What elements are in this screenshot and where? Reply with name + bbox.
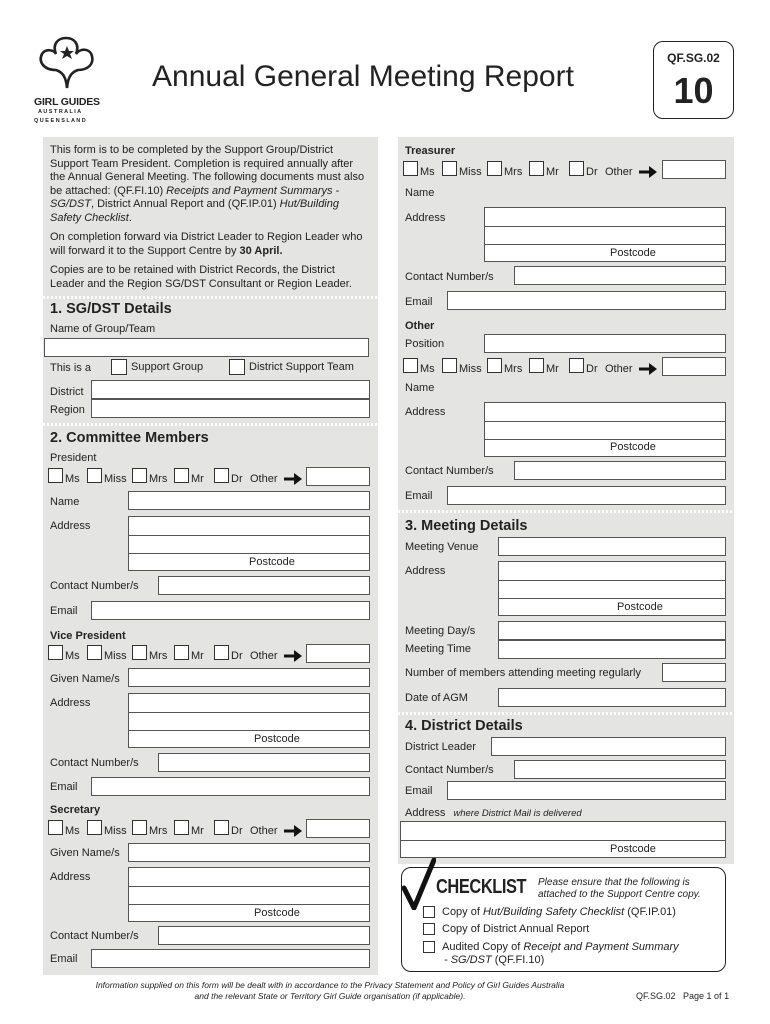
secretary-postcode-label: Postcode [254, 907, 300, 919]
district-contact-input[interactable] [514, 760, 726, 779]
other-ms-label: Ms [420, 363, 435, 375]
president-ms-label: Ms [65, 473, 80, 485]
other-mr-label: Mr [546, 363, 559, 375]
secretary-arrow-right-icon [284, 825, 302, 837]
footer-page-info: QF.SG.02 Page 1 of 1 [636, 991, 730, 1001]
secretary-dr-checkbox[interactable] [214, 820, 229, 835]
treasurer-arrow-right-icon [639, 166, 657, 178]
secretary-other-label: Other [250, 825, 278, 837]
other-contact-label: Contact Number/s [405, 465, 494, 477]
secretary-address-label: Address [50, 871, 91, 883]
vice-president-email-input[interactable] [91, 777, 370, 796]
checklist-item3-label: Audited Copy of Receipt and Payment Summary - SG/DST (QF.FI.10) [442, 941, 679, 966]
district-leader-label: District Leader [405, 741, 476, 753]
president-mrs-label: Mrs [149, 473, 168, 485]
president-label: President [50, 452, 97, 464]
other-mrs-checkbox[interactable] [487, 358, 502, 373]
form-code: QF.SG.02 [667, 51, 720, 65]
president-dr-label: Dr [231, 473, 243, 485]
district-label: District [50, 386, 84, 398]
secretary-ms-label: Ms [65, 825, 80, 837]
section1-heading: 1. SG/DST Details [50, 301, 172, 317]
treasurer-mrs-label: Mrs [504, 166, 523, 178]
meeting-venue-label: Meeting Venue [405, 541, 479, 553]
vice-president-other-label: Other [250, 650, 278, 662]
meeting-address-input[interactable] [498, 561, 726, 616]
president-email-label: Email [50, 605, 78, 617]
secretary-contact-input[interactable] [158, 926, 370, 945]
section4-heading: 4. District Details [405, 718, 523, 734]
meeting-time-input[interactable] [498, 640, 726, 659]
other-name-label: Name [405, 382, 435, 394]
other-label: Other [405, 320, 435, 332]
meeting-address-label: Address [405, 565, 446, 577]
secretary-mrs-label: Mrs [149, 825, 168, 837]
secretary-label: Secretary [50, 804, 101, 816]
vice-president-ms-checkbox[interactable] [48, 645, 63, 660]
treasurer-postcode-label: Postcode [610, 247, 656, 259]
treasurer-miss-checkbox[interactable] [442, 161, 457, 176]
checklist-item2-label: Copy of District Annual Report [442, 923, 590, 935]
logo-line2: A U S T R A L I A [38, 109, 82, 115]
president-name-label: Name [50, 496, 80, 508]
vice-president-ms-label: Ms [65, 650, 80, 662]
vice-president-name-input[interactable] [128, 668, 370, 687]
president-contact-input[interactable] [158, 576, 370, 595]
meeting-day-input[interactable] [498, 621, 726, 640]
other-position-input[interactable] [484, 334, 726, 353]
district-email-input[interactable] [447, 781, 726, 800]
vice-president-mrs-label: Mrs [149, 650, 168, 662]
president-name-input[interactable] [128, 491, 370, 510]
treasurer-ms-label: Ms [420, 166, 435, 178]
president-other-input[interactable] [306, 467, 370, 486]
treasurer-ms-checkbox[interactable] [403, 161, 418, 176]
vice-president-mr-checkbox[interactable] [174, 645, 189, 660]
other-other-input[interactable] [662, 357, 726, 376]
treasurer-email-input[interactable] [447, 291, 726, 310]
president-mr-checkbox[interactable] [174, 468, 189, 483]
secretary-miss-checkbox[interactable] [87, 820, 102, 835]
treasurer-address-label: Address [405, 212, 446, 224]
president-other-label: Other [250, 473, 278, 485]
vice-president-mrs-checkbox[interactable] [132, 645, 147, 660]
secretary-ms-checkbox[interactable] [48, 820, 63, 835]
treasurer-other-input[interactable] [662, 160, 726, 179]
vice-president-dr-checkbox[interactable] [214, 645, 229, 660]
checklist-title: CHECKLIST [436, 876, 527, 898]
secretary-name-input[interactable] [128, 843, 370, 862]
president-contact-label: Contact Number/s [50, 580, 139, 592]
treasurer-email-label: Email [405, 296, 433, 308]
secretary-name-label: Given Name/s [50, 847, 120, 859]
logo-line3: Q U E E N S L A N D [34, 118, 86, 124]
checklist-item1-label: Copy of Hut/Building Safety Checklist (QF.IP.01) [442, 906, 676, 918]
intro-text [50, 144, 368, 297]
logo [34, 36, 104, 128]
meeting-postcode-label: Postcode [617, 601, 663, 613]
president-miss-checkbox[interactable] [87, 468, 102, 483]
checklist-note: Please ensure that the following is attached to the Support Centre copy. [538, 877, 701, 900]
vice-president-dr-label: Dr [231, 650, 243, 662]
district-leader-input[interactable] [491, 737, 726, 756]
form-number: 10 [673, 70, 714, 111]
treasurer-contact-label: Contact Number/s [405, 271, 494, 283]
secretary-other-input[interactable] [306, 819, 370, 838]
treasurer-contact-input[interactable] [514, 266, 726, 285]
intro-paragraph-1: This form is to be completed by the Support Group/District Support Team President. Completion is required annually after the Annual General Meeting. The following documents must also be attached: (QF.FI.10) Receipts and Payment Summarys - SG/DST, District Annual Report and (QF.IP.01) Hut/Building Safety Checklist. [50, 144, 365, 224]
treasurer-mr-checkbox[interactable] [529, 161, 544, 176]
checklist-item2-checkbox[interactable] [423, 923, 435, 935]
vice-president-mr-label: Mr [191, 650, 204, 662]
other-postcode-label: Postcode [610, 441, 656, 453]
meeting-time-label: Meeting Time [405, 643, 472, 655]
vice-president-address-input[interactable] [128, 693, 370, 748]
president-postcode-label: Postcode [249, 556, 295, 568]
district-input[interactable] [91, 380, 370, 399]
dst-label: District Support Team [249, 361, 354, 373]
vice-president-name-label: Given Name/s [50, 673, 120, 685]
vice-president-arrow-right-icon [284, 650, 302, 662]
other-address-input[interactable] [484, 402, 726, 457]
other-other-label: Other [605, 363, 633, 375]
privacy-statement: Information supplied on this form will be dealt with in accordance to the Privacy Statement and Policy of Girl Guides Australia and the relevant State or Territory Girl Guide organisation (if applicable). [95, 980, 565, 1001]
treasurer-address-input[interactable] [484, 207, 726, 262]
other-address-label: Address [405, 406, 446, 418]
secretary-address-input[interactable] [128, 867, 370, 922]
vice-president-miss-checkbox[interactable] [87, 645, 102, 660]
meeting-venue-input[interactable] [498, 537, 726, 556]
district-address-label: Address where District Mail is delivered [405, 807, 582, 819]
support-group-checkbox[interactable] [111, 359, 127, 375]
other-dr-checkbox[interactable] [569, 358, 584, 373]
district-email-label: Email [405, 785, 433, 797]
section3-heading: 3. Meeting Details [405, 518, 528, 534]
district-postcode-label: Postcode [610, 843, 656, 855]
president-dr-checkbox[interactable] [214, 468, 229, 483]
checkmark-icon [402, 858, 436, 910]
group-name-input[interactable] [44, 338, 369, 357]
president-address-label: Address [50, 520, 91, 532]
secretary-email-label: Email [50, 953, 78, 965]
president-ms-checkbox[interactable] [48, 468, 63, 483]
treasurer-other-label: Other [605, 166, 633, 178]
other-dr-label: Dr [586, 363, 598, 375]
intro-paragraph-3: Copies are to be retained with District Records, the District Leader and the Region SG/DST Consultant or Region Leader. [50, 264, 352, 290]
dst-checkbox[interactable] [229, 359, 245, 375]
vice-president-postcode-label: Postcode [254, 733, 300, 745]
treasurer-miss-label: Miss [459, 166, 482, 178]
other-arrow-right-icon [639, 363, 657, 375]
vice-president-other-input[interactable] [306, 644, 370, 663]
region-input[interactable] [91, 399, 370, 418]
treasurer-dr-checkbox[interactable] [569, 161, 584, 176]
vice-president-miss-label: Miss [104, 650, 127, 662]
district-contact-label: Contact Number/s [405, 764, 494, 776]
other-position-label: Position [405, 338, 445, 350]
treasurer-mr-label: Mr [546, 166, 559, 178]
other-email-input[interactable] [447, 486, 726, 505]
secretary-email-input[interactable] [91, 949, 370, 968]
other-miss-checkbox[interactable] [442, 358, 457, 373]
vice-president-label: Vice President [50, 630, 126, 642]
agm-date-label: Date of AGM [405, 692, 468, 704]
section2-heading: 2. Committee Members [50, 430, 209, 446]
other-contact-input[interactable] [514, 461, 726, 480]
president-miss-label: Miss [104, 473, 127, 485]
treasurer-name-label: Name [405, 187, 435, 199]
secretary-dr-label: Dr [231, 825, 243, 837]
members-label: Number of members attending meeting regularly [405, 667, 642, 679]
vice-president-address-label: Address [50, 697, 91, 709]
secretary-mr-checkbox[interactable] [174, 820, 189, 835]
secretary-mrs-checkbox[interactable] [132, 820, 147, 835]
trefoil-logo-icon [36, 36, 98, 94]
other-ms-checkbox[interactable] [403, 358, 418, 373]
region-label: Region [50, 404, 85, 416]
district-address-input[interactable] [400, 821, 726, 858]
this-is-a-label: This is a [50, 362, 91, 374]
other-email-label: Email [405, 490, 433, 502]
checklist-item1-checkbox[interactable] [423, 906, 435, 918]
vice-president-email-label: Email [50, 781, 78, 793]
treasurer-dr-label: Dr [586, 166, 598, 178]
president-mr-label: Mr [191, 473, 204, 485]
secretary-contact-label: Contact Number/s [50, 930, 139, 942]
vice-president-contact-input[interactable] [158, 753, 370, 772]
checklist-item3-checkbox[interactable] [423, 941, 435, 953]
other-miss-label: Miss [459, 363, 482, 375]
secretary-miss-label: Miss [104, 825, 127, 837]
treasurer-label: Treasurer [405, 145, 456, 157]
other-mrs-label: Mrs [504, 363, 523, 375]
group-name-label: Name of Group/Team [50, 323, 156, 335]
president-mrs-checkbox[interactable] [132, 468, 147, 483]
treasurer-mrs-checkbox[interactable] [487, 161, 502, 176]
secretary-mr-label: Mr [191, 825, 204, 837]
president-arrow-right-icon [284, 473, 302, 485]
page-title: Annual General Meeting Report [152, 60, 574, 93]
logo-line1: GIRL GUIDES [34, 96, 100, 108]
members-input[interactable] [662, 663, 726, 682]
agm-date-input[interactable] [498, 688, 726, 707]
other-mr-checkbox[interactable] [529, 358, 544, 373]
intro-paragraph-2: On completion forward via District Leader to Region Leader who will forward it to the Support Centre by 30 April. [50, 231, 363, 257]
form-code-box [653, 41, 734, 119]
vice-president-contact-label: Contact Number/s [50, 757, 139, 769]
meeting-day-label: Meeting Day/s [405, 625, 476, 637]
support-group-label: Support Group [131, 361, 204, 373]
president-email-input[interactable] [91, 601, 370, 620]
